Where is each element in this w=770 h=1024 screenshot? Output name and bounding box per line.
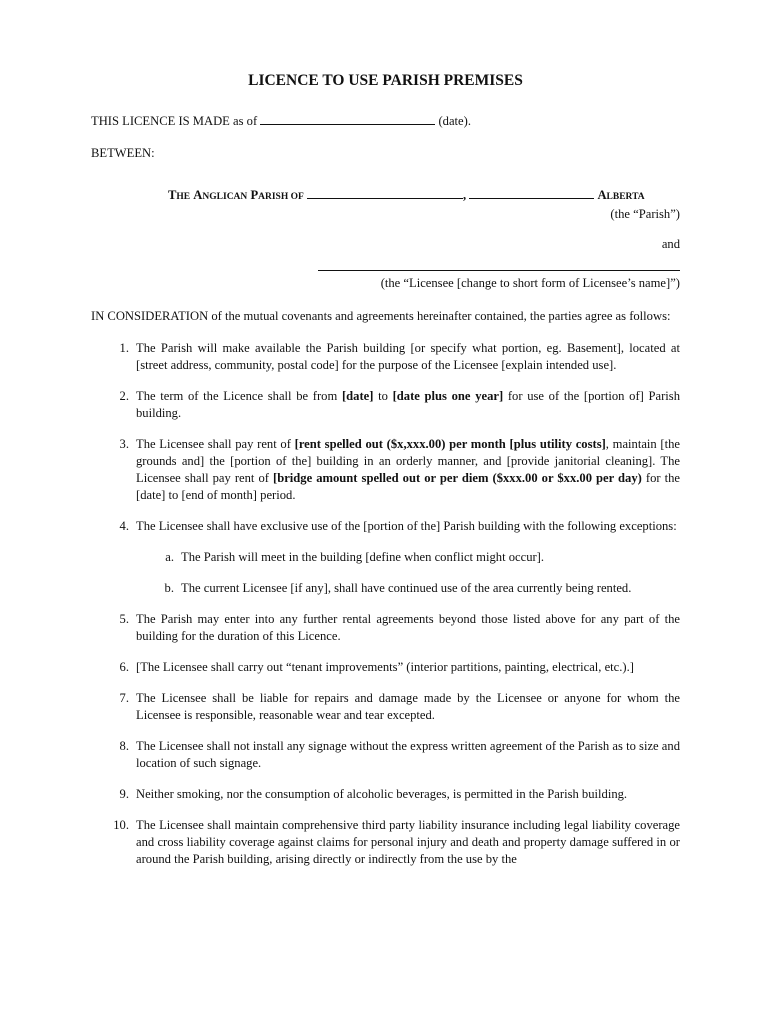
clause-6: [91, 659, 680, 676]
parish-party-line: [91, 185, 680, 206]
subclause-a: [136, 549, 680, 566]
clause-2-part-1: The term of the Licence shall be from: [136, 389, 342, 403]
alberta-sc-a: A: [597, 188, 607, 202]
clause-8: [91, 738, 680, 772]
clause-text: [136, 388, 680, 422]
clause-5: [91, 611, 680, 645]
parish-sc-he: HE: [176, 192, 191, 202]
clause-text: The Parish will make available the Parish building [or specify what portion, eg. Basement], located at [street address, community, postal code] for the purpose of the Licensee [explain intended use].: [136, 341, 680, 372]
clause-number: 9.: [119, 787, 129, 801]
clause-3-part-2: , maintain [the grounds and] the [portion of the] building in an orderly manner, and [provide janitorial cleaning]. The Licensee shall pay rent of: [136, 437, 681, 485]
clause-2: [91, 388, 680, 422]
clause-9: [91, 786, 680, 803]
parish-name-blank: [307, 185, 463, 199]
clause-4-intro: The Licensee shall have exclusive use of the [portion of the] Parish building with the following exceptions:: [136, 519, 677, 533]
clause-number: 5.: [119, 612, 129, 626]
alberta-sc-lberta: LBERTA: [606, 192, 645, 202]
clause-number: 10.: [113, 818, 129, 832]
clause-text: Neither smoking, nor the consumption of alcoholic beverages, is permitted in the Parish building.: [136, 787, 628, 801]
clause-number: 2.: [119, 389, 129, 403]
clause-3-bridge-amount: [bridge amount spelled out or per diem ($xxx.00 or $xx.00 per day): [273, 471, 642, 485]
parish-sc-a: A: [193, 188, 203, 202]
clause-text: The Licensee shall maintain comprehensive third party liability insurance including legal liability coverage and cross liability coverage against claims for personal injury and death and property damage suffered in or around the Parish building, arising directly or indirectly from the use by the: [136, 818, 680, 866]
clause-number: 1.: [119, 341, 129, 355]
clause-text: [136, 518, 680, 597]
and-connector: and: [661, 237, 680, 251]
subclause-text: The current Licensee [if any], shall have continued use of the area currently being rented.: [181, 581, 632, 595]
clause-text: The Parish may enter into any further rental agreements beyond those listed above for any part of the building for the duration of this Licence.: [136, 612, 680, 643]
subclause-text: The Parish will meet in the building [define when conflict might occur].: [181, 550, 545, 564]
clause-text: The Licensee shall be liable for repairs and damage made by the Licensee or anyone for whom the Licensee is responsible, reasonable wear and tear excepted.: [136, 691, 680, 722]
made-suffix: (date).: [438, 114, 471, 128]
consideration-paragraph: IN CONSIDERATION of the mutual covenants and agreements hereinafter contained, the parties agree as follows:: [91, 309, 671, 323]
clause-3: [91, 436, 680, 504]
parish-sc-t: T: [168, 188, 177, 202]
clause-3-part-1: The Licensee shall pay rent of: [136, 437, 295, 451]
between-label: BETWEEN:: [91, 146, 155, 160]
date-blank: [260, 111, 435, 125]
clause-2-end-date: [date plus one year]: [392, 389, 504, 403]
clause-2-start-date: [date]: [341, 389, 374, 403]
document-title: LICENCE TO USE PARISH PREMISES: [248, 72, 523, 89]
clause-3-rent-amount: [rent spelled out ($x,xxx.00) per month [plus utility costs]: [294, 437, 606, 451]
clause-number: 6.: [119, 660, 129, 674]
parish-sc-p: P: [250, 188, 259, 202]
clause-1: [91, 340, 680, 374]
clause-list: [91, 340, 680, 868]
clause-4: [91, 518, 680, 597]
clause-number: 7.: [119, 691, 129, 705]
clause-7: [91, 690, 680, 724]
subclause-number: a.: [165, 550, 174, 564]
subclause-number: b.: [164, 581, 174, 595]
subclause-b: [136, 580, 680, 597]
clause-text: [136, 436, 680, 504]
clause-number: 3.: [119, 437, 129, 451]
clause-10: [91, 817, 680, 868]
parish-sc-nglican: NGLICAN: [202, 192, 248, 202]
licensee-defined-term: (the “Licensee [change to short form of Licensee’s name]”): [380, 276, 680, 290]
clause-number: 4.: [119, 519, 129, 533]
parish-sc-arish-of: ARISH OF: [258, 192, 304, 202]
licence-made-line: [91, 111, 680, 130]
clause-text: [The Licensee shall carry out “tenant improvements” (interior partitions, painting, electrical, etc.).]: [136, 660, 634, 674]
parish-defined-term: (the “Parish”): [610, 207, 680, 221]
clause-2-part-3: for use of the [portion of] Parish building.: [136, 389, 680, 420]
clause-3-part-3: for the [date] to [end of month] period.: [136, 471, 681, 502]
made-prefix: THIS LICENCE IS MADE as of: [91, 114, 258, 128]
parish-comma: ,: [462, 188, 467, 202]
clause-text: The Licensee shall not install any signage without the express written agreement of the Parish as to size and location of such signage.: [136, 739, 680, 770]
community-blank: [469, 185, 594, 199]
clause-number: 8.: [119, 739, 129, 753]
clause-2-part-2: to: [373, 389, 393, 403]
licensee-name-blank: [318, 269, 680, 271]
